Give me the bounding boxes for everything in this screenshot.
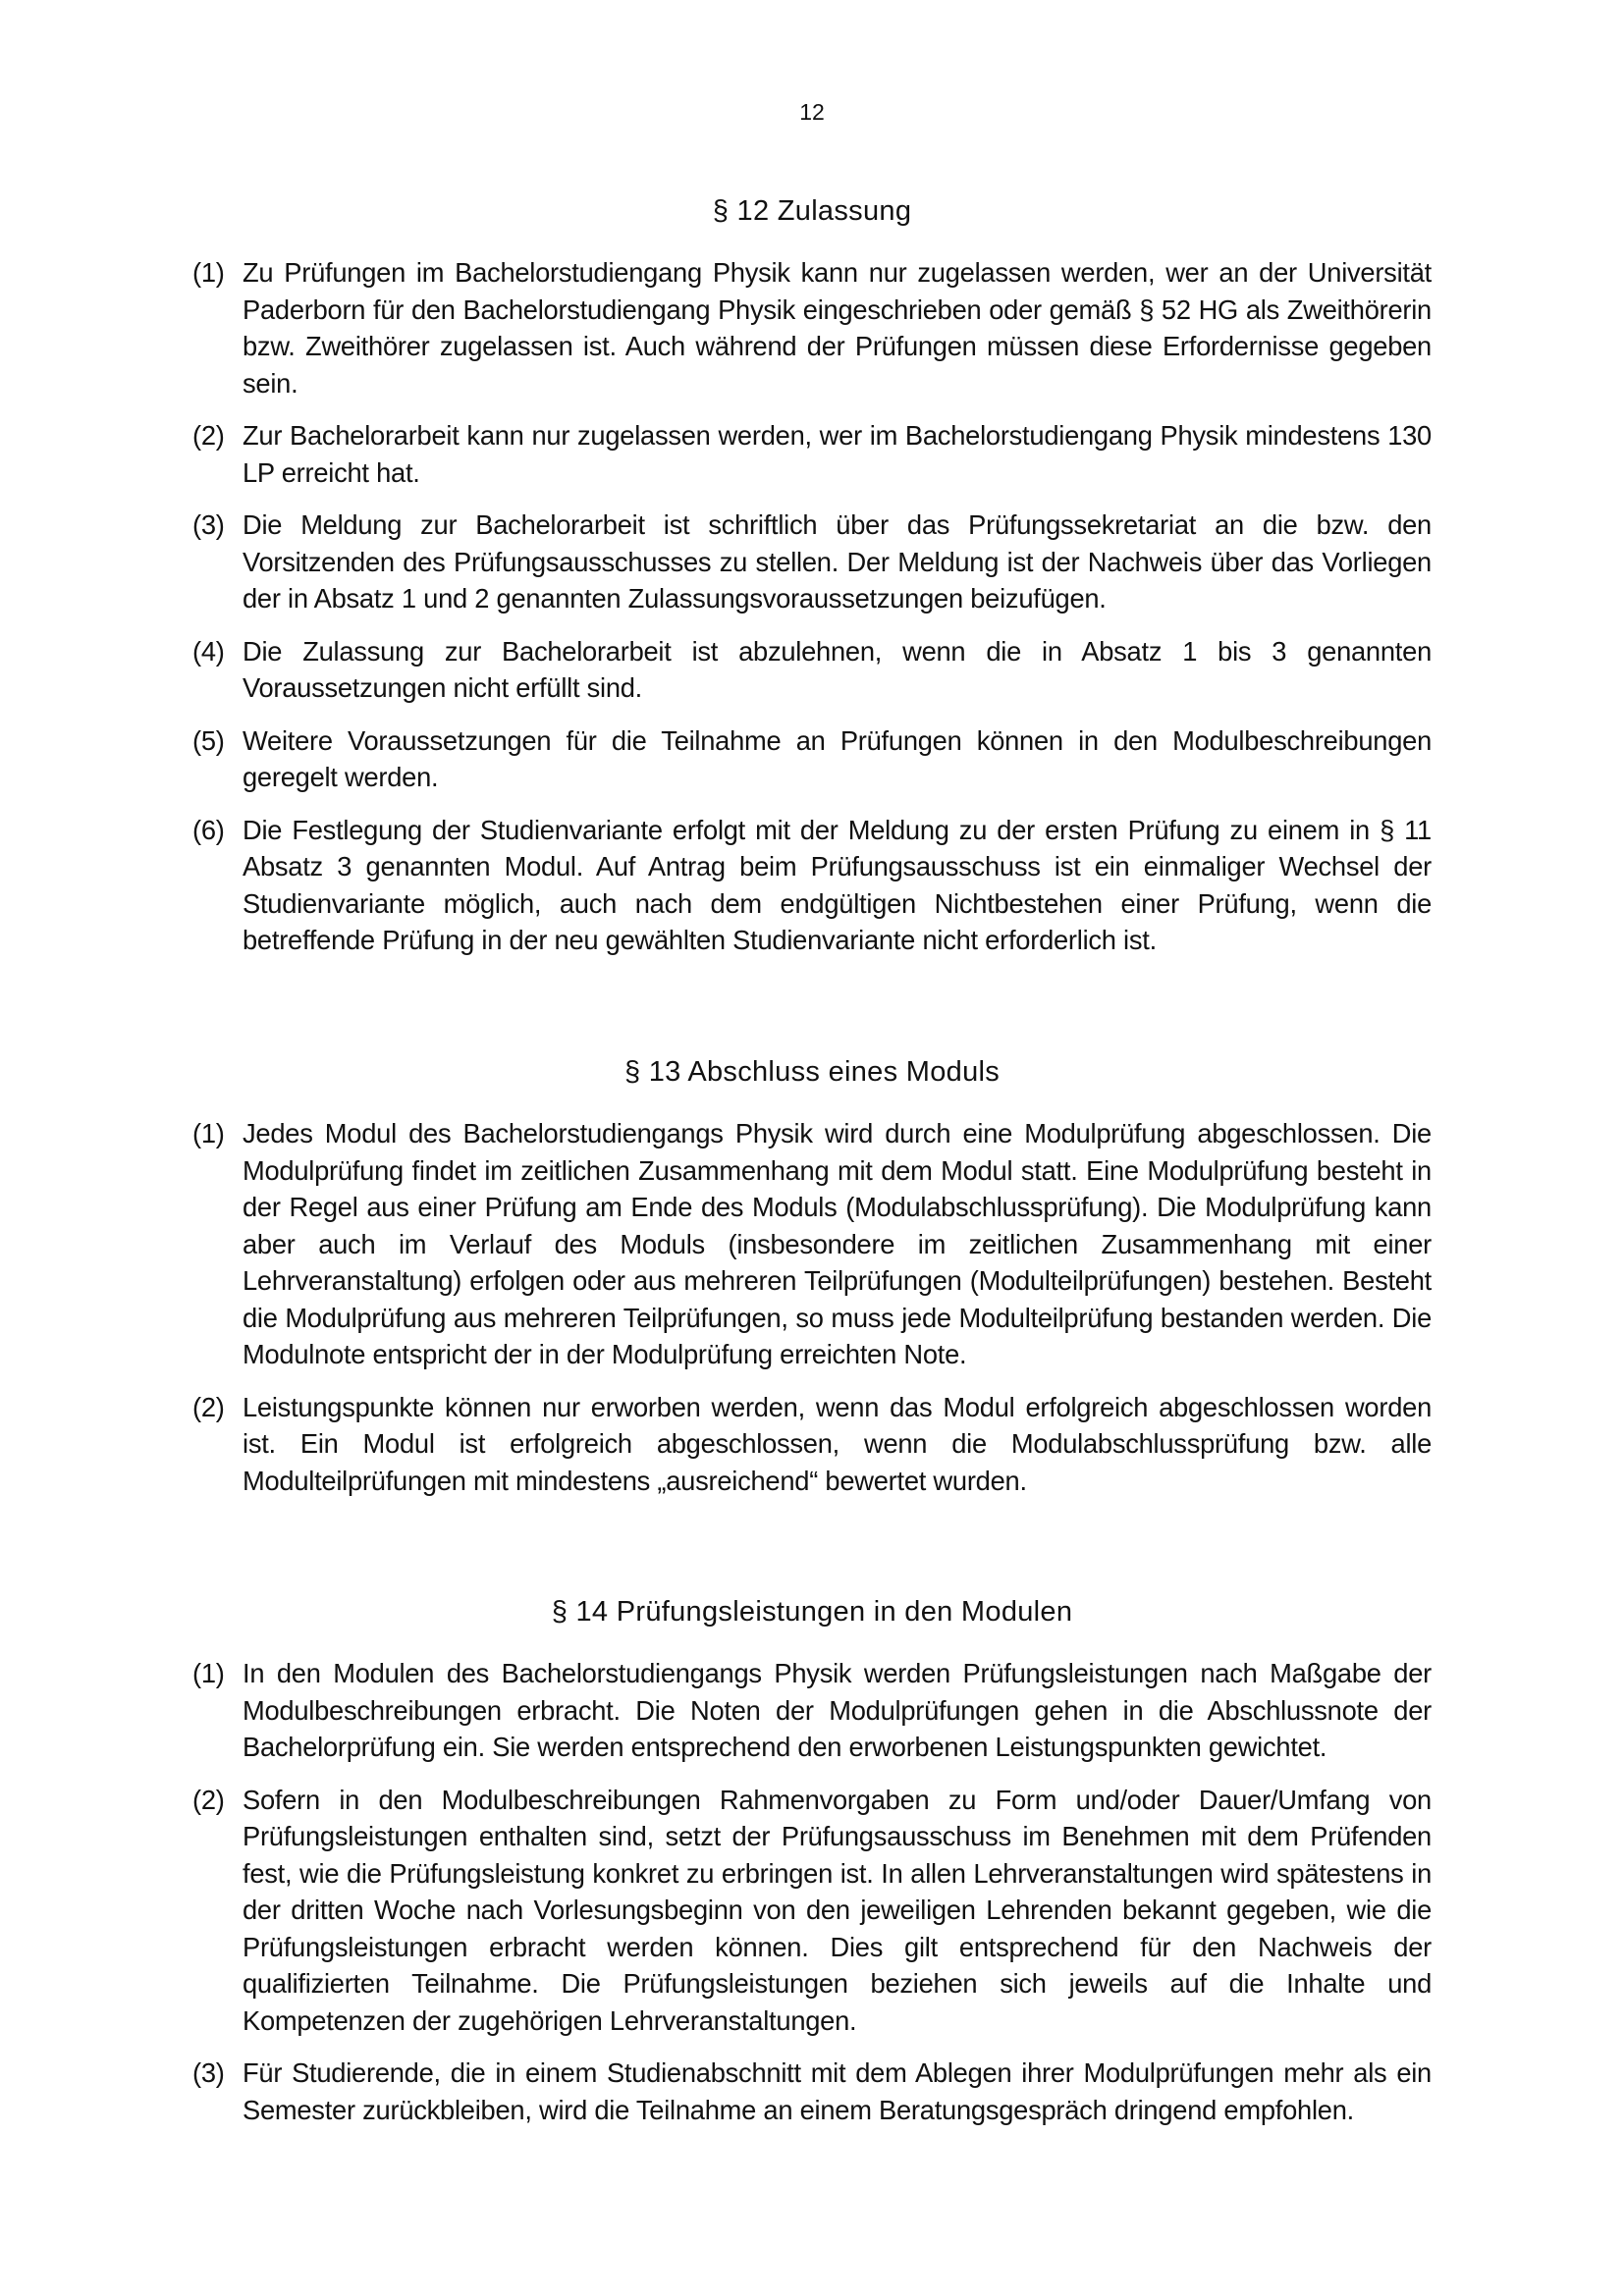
section-heading: § 12 Zulassung (712, 195, 912, 227)
paragraph (192, 417, 1432, 491)
paragraph-number: (4) (192, 635, 225, 667)
paragraph-number: (2) (192, 1391, 225, 1422)
paragraph-text: Die Festlegung der Studienvariante erfolgt mit der Meldung zu der ersten Prüfung zu einem in § 11 Absatz 3 genannten Modul. Auf Antrag beim Prüfungsausschuss ist ein einmaliger Wechsel der Studienvariante möglich, auch nach dem endgültigen Nichtbestehen einer Prüfung, wenn die betreffende Prüfung in der neu gewählten Studienvariante nicht erforderlich ist. (243, 814, 1432, 955)
paragraph-text: Zu Prüfungen im Bachelorstudiengang Physik kann nur zugelassen werden, wer an der Universität Paderborn für den Bachelorstudiengang Physik eingeschrieben oder gemäß § 52 HG als Zweithörerin bzw. Zweithörer zugelassen ist. Auch während der Prüfungen müssen diese Erfordernisse gegeben sein. (243, 257, 1432, 399)
section-12-zulassung (192, 194, 1432, 975)
section-heading: § 14 Prüfungsleistungen in den Modulen (551, 1596, 1073, 1628)
paragraph (192, 722, 1432, 796)
paragraph-number: (1) (192, 1658, 225, 1688)
paragraph-text: Zur Bachelorarbeit kann nur zugelassen werden, wer im Bachelorstudiengang Physik mindestens 130 LP erreicht hat. (243, 420, 1432, 488)
paragraph (192, 1655, 1432, 1766)
paragraph (192, 1782, 1432, 2040)
paragraph (192, 1389, 1432, 1500)
section-13-abschluss-eines-moduls (192, 1055, 1432, 1515)
paragraph-list (192, 1115, 1432, 1499)
paragraph-text: Weitere Voraussetzungen für die Teilnahme an Prüfungen können in den Modulbeschreibungen geregelt werden. (243, 724, 1432, 792)
paragraph (192, 812, 1432, 959)
paragraph-text: Jedes Modul des Bachelorstudiengangs Physik wird durch eine Modulprüfung abgeschlossen. Die Modulprüfung findet im zeitlichen Zusammenhang mit dem Modul statt. Eine Modulprüfung besteht in der Regel aus einer Prüfung am Ende des Moduls (Modulabschlussprüfung). Die Modulprüfung kann aber auch im Verlauf des Moduls (insbesondere im zeitlichen Zusammenhang mit einer Lehrveranstaltung) erfolgen oder aus mehreren Teilprüfungen (Modulteilprüfungen) bestehen. Besteht die Modulprüfung aus mehreren Teilprüfungen, so muss jede Modulteilprüfung bestanden werden. Die Modulnote entspricht der in der Modulprüfung erreichten Note. (243, 1118, 1432, 1369)
paragraph (192, 507, 1432, 617)
paragraph-text: Die Meldung zur Bachelorarbeit ist schriftlich über das Prüfungssekretariat an die bzw. den Vorsitzenden des Prüfungsausschusses zu stellen. Der Meldung ist der Nachweis über das Vorliegen der in Absatz 1 und 2 genannten Zulassungsvoraussetzungen beizufügen. (243, 509, 1432, 614)
paragraph (192, 1115, 1432, 1373)
section-heading: § 13 Abschluss eines Moduls (623, 1056, 1001, 1088)
paragraph-list (192, 1655, 1432, 2128)
paragraph-number: (2) (192, 420, 225, 451)
paragraph-number: (2) (192, 1784, 225, 1815)
paragraph-list (192, 254, 1432, 959)
paragraph-text: Sofern in den Modulbeschreibungen Rahmenvorgaben zu Form und/oder Dauer/Umfang von Prüfungsleistungen enthalten sind, setzt der Prüfungsausschuss im Benehmen mit dem Prüfenden fest, wie die Prüfungsleistung konkret zu erbringen ist. In allen Lehrveranstaltungen wird spätestens in der dritten Woche nach Vorlesungsbeginn von den jeweiligen Lehrenden bekannt gegeben, wie die Prüfungsleistungen erbracht werden können. Dies gilt entsprechend für den Nachweis der qualifizierten Teilnahme. Die Prüfungsleistungen beziehen sich jeweils auf die Inhalte und Kompetenzen der zugehörigen Lehrveranstaltungen. (243, 1784, 1432, 2036)
paragraph (192, 254, 1432, 401)
paragraph (192, 633, 1432, 707)
paragraph-text: Die Zulassung zur Bachelorarbeit ist abzulehnen, wenn die in Absatz 1 bis 3 genannten Voraussetzungen nicht erfüllt sind. (243, 635, 1432, 703)
paragraph-number: (5) (192, 724, 225, 756)
paragraph-text: Leistungspunkte können nur erworben werden, wenn das Modul erfolgreich abgeschlossen worden ist. Ein Modul ist erfolgreich abgeschlossen, wenn die Modulabschlussprüfung bzw. alle Modulteilprüfungen mit mindestens „ausreichend“ bewertet wurden. (243, 1391, 1432, 1496)
paragraph-number: (3) (192, 2057, 225, 2088)
paragraph (192, 2055, 1432, 2128)
paragraph-text: In den Modulen des Bachelorstudiengangs Physik werden Prüfungsleistungen nach Maßgabe der Modulbeschreibungen erbracht. Die Noten der Modulprüfungen gehen in die Abschlussnote der Bachelorprüfung ein. Sie werden entsprechend den erworbenen Leistungspunkten gewichtet. (243, 1658, 1432, 1762)
paragraph-number: (1) (192, 1118, 225, 1148)
paragraph-number: (3) (192, 509, 225, 540)
section-14-pruefungsleistungen (192, 1595, 1432, 2144)
paragraph-number: (1) (192, 257, 225, 288)
paragraph-text: Für Studierende, die in einem Studienabschnitt mit dem Ablegen ihrer Modulprüfungen mehr als ein Semester zurückbleiben, wird die Teilnahme an einem Beratungsgespräch dringend empfohlen. (243, 2057, 1432, 2125)
paragraph-number: (6) (192, 814, 225, 845)
page-number: 12 (799, 99, 825, 125)
